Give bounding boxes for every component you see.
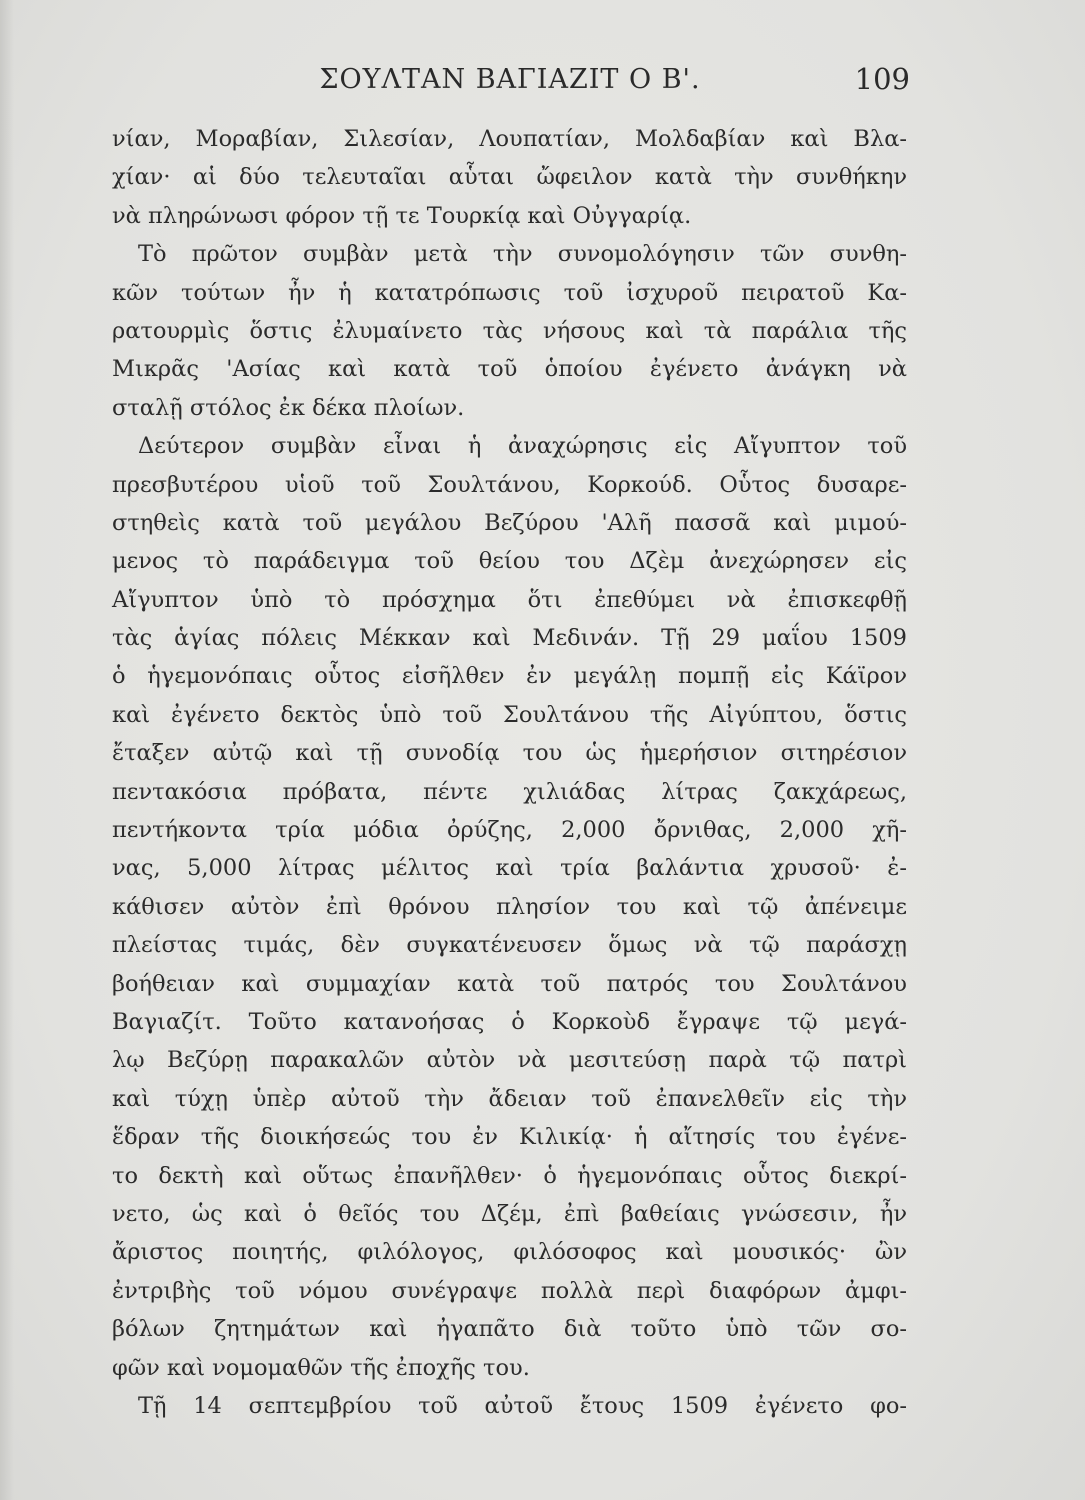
text-line: Τὸ πρῶτον συμβὰν μετὰ τὴν συνομολόγησιν τῶν συνθη- bbox=[138, 241, 907, 268]
text-line: φῶν καὶ νομομαθῶν τῆς ἐποχῆς του. bbox=[112, 1354, 530, 1381]
text-line: σταλῇ στόλος ἐκ δέκα πλοίων. bbox=[112, 394, 465, 421]
text-line: καὶ τύχῃ ὑπὲρ αὐτοῦ τὴν ἄδειαν τοῦ ἐπανελθεῖν εἰς τὴν bbox=[112, 1085, 907, 1112]
text-line: στηθεὶς κατὰ τοῦ μεγάλου Βεζύρου 'Αλῆ πασσᾶ καὶ μιμού- bbox=[112, 509, 907, 536]
text-line: βοήθειαν καὶ συμμαχίαν κατὰ τοῦ πατρός του Σουλτάνου bbox=[112, 970, 907, 997]
text-line: πρεσβυτέρου υἱοῦ τοῦ Σουλτάνου, Κορκούδ. Οὗτος δυσαρε- bbox=[112, 471, 907, 498]
text-line: πλείστας τιμάς, δὲν συγκατένευσεν ὅμως νὰ τῷ παράσχῃ bbox=[112, 932, 907, 959]
text-line: Μικρᾶς 'Ασίας καὶ κατὰ τοῦ ὁποίου ἐγένετο ἀνάγκη νὰ bbox=[112, 356, 907, 383]
text-line: κάθισεν αὐτὸν ἐπὶ θρόνου πλησίον του καὶ τῷ ἀπένειμε bbox=[112, 893, 907, 920]
text-line: ὁ ἡγεμονόπαις οὗτος εἰσῆλθεν ἐν μεγάλῃ πομπῇ εἰς Κάϊρον bbox=[112, 663, 907, 690]
text-line: λῳ Βεζύρῃ παρακαλῶν αὐτὸν νὰ μεσιτεύσῃ παρὰ τῷ πατρὶ bbox=[112, 1047, 907, 1074]
text-line: Δεύτερον συμβὰν εἶναι ἡ ἀναχώρησις εἰς Αἴγυπτον τοῦ bbox=[138, 433, 907, 460]
text-line: ρατουρμὶς ὅστις ἐλυμαίνετο τὰς νήσους καὶ τὰ παράλια τῆς bbox=[112, 317, 907, 344]
text-line: ἔταξεν αὐτῷ καὶ τῇ συνοδίᾳ του ὡς ἡμερήσιον σιτηρέσιον bbox=[112, 740, 907, 767]
text-line: ἐντριβὴς τοῦ νόμου συνέγραψε πολλὰ περὶ διαφόρων ἀμφι- bbox=[112, 1277, 907, 1304]
text-line: Βαγιαζίτ. Τοῦτο κατανοήσας ὁ Κορκοὺδ ἔγραψε τῷ μεγά- bbox=[112, 1008, 907, 1035]
text-line: νὰ πληρώνωσι φόρον τῇ τε Τουρκίᾳ καὶ Οὐγγαρίᾳ. bbox=[112, 202, 692, 229]
text-line: το δεκτὴ καὶ οὕτως ἐπανῆλθεν· ὁ ἡγεμονόπαις οὗτος διεκρί- bbox=[112, 1162, 907, 1189]
text-line: πεντήκοντα τρία μόδια ὀρύζης, 2,000 ὄρνιθας, 2,000 χῆ- bbox=[112, 817, 907, 844]
page-gutter-shadow bbox=[0, 0, 14, 1500]
text-line: πεντακόσια πρόβατα, πέντε χιλιάδας λίτρας ζακχάρεως, bbox=[112, 778, 907, 805]
text-line: μενος τὸ παράδειγμα τοῦ θείου του Δζὲμ ἀνεχώρησεν εἰς bbox=[112, 548, 907, 575]
text-line: τὰς ἁγίας πόλεις Μέκκαν καὶ Μεδινάν. Τῇ 29 μαΐου 1509 bbox=[112, 625, 907, 652]
body-text bbox=[112, 120, 907, 1425]
text-line: ἕδραν τῆς διοικήσεώς του ἐν Κιλικίᾳ· ἡ αἴτησίς του ἐγένε- bbox=[112, 1124, 907, 1151]
running-title: ΣΟΥΛΤΑΝ ΒΑΓΙΑΖΙΤ Ο Β'. bbox=[319, 64, 701, 95]
page-header bbox=[110, 58, 910, 102]
text-line: νετο, ὡς καὶ ὁ θεῖός του Δζέμ, ἐπὶ βαθείαις γνώσεσιν, ἦν bbox=[112, 1200, 907, 1227]
text-line: Αἴγυπτον ὑπὸ τὸ πρόσχημα ὅτι ἐπεθύμει νὰ ἐπισκεφθῇ bbox=[112, 586, 907, 613]
text-line: καὶ ἐγένετο δεκτὸς ὑπὸ τοῦ Σουλτάνου τῆς Αἰγύπτου, ὅστις bbox=[112, 701, 907, 728]
text-line: κῶν τούτων ἦν ἡ κατατρόπωσις τοῦ ἰσχυροῦ πειρατοῦ Κα- bbox=[112, 279, 907, 306]
page-number: 109 bbox=[854, 62, 910, 96]
text-line: ἄριστος ποιητής, φιλόλογος, φιλόσοφος καὶ μουσικός· ὢν bbox=[112, 1239, 907, 1266]
text-line: χίαν· αἱ δύο τελευταῖαι αὗται ὤφειλον κατὰ τὴν συνθήκην bbox=[112, 164, 907, 191]
text-line: νίαν, Μοραβίαν, Σιλεσίαν, Λουπατίαν, Μολδαβίαν καὶ Βλα- bbox=[112, 126, 907, 152]
text-line: νας, 5,000 λίτρας μέλιτος καὶ τρία βαλάντια χρυσοῦ· ἐ- bbox=[112, 855, 907, 882]
text-line: βόλων ζητημάτων καὶ ἠγαπᾶτο διὰ τοῦτο ὑπὸ τῶν σο- bbox=[112, 1316, 907, 1343]
text-line: Τῇ 14 σεπτεμβρίου τοῦ αὐτοῦ ἔτους 1509 ἐγένετο φο- bbox=[138, 1392, 907, 1419]
